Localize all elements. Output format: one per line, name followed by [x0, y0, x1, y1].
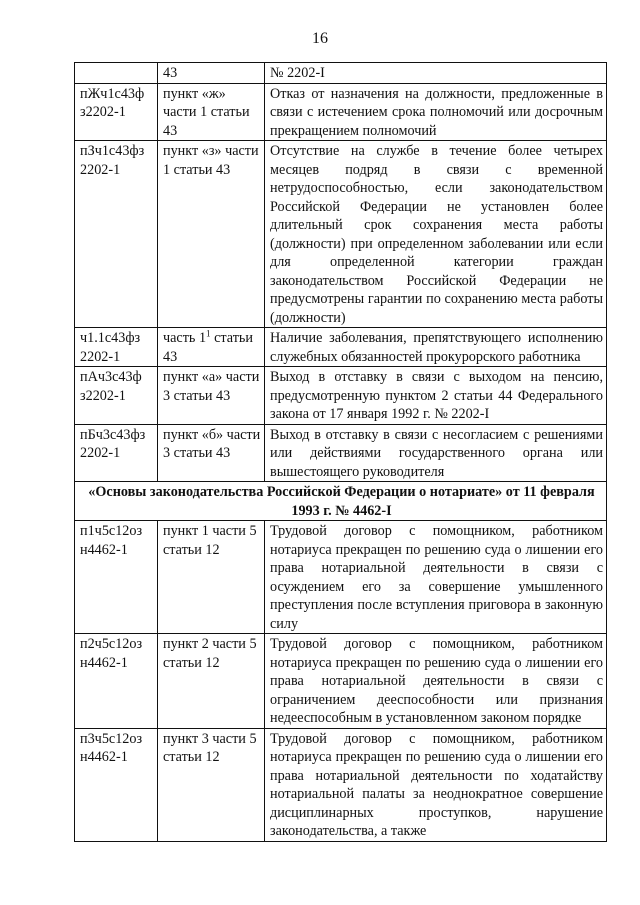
row-description: Трудовой договор с помощником, работником нотариуса прекращен по решению суда о лишении его права нотариальной деятельности в связи с ограничением дееспособности или признания недееспособным в установленном законом порядке — [265, 634, 607, 729]
row-code: ч1.1с43фз 2202-1 — [75, 328, 158, 367]
row-code: пБч3с43фз 2202-1 — [75, 424, 158, 482]
table-row — [75, 521, 607, 634]
row-reference: пункт «б» части 3 статьи 43 — [158, 424, 265, 482]
row-reference: пункт 2 части 5 статьи 12 — [158, 634, 265, 729]
row-code: пАч3с43ф з2202-1 — [75, 367, 158, 425]
document-table — [74, 62, 607, 842]
row-reference: пункт «а» части 3 статьи 43 — [158, 367, 265, 425]
row-reference — [158, 328, 265, 367]
row-code: п3ч5с12оз н4462-1 — [75, 728, 158, 841]
row-code: п2ч5с12оз н4462-1 — [75, 634, 158, 729]
section-heading: «Основы законодательства Российской Федерации о нотариате» от 11 февраля 1993 г. № 4462-I — [75, 482, 607, 521]
row-code — [75, 63, 158, 84]
reference-superscript: 1 — [206, 328, 211, 339]
table-row — [75, 328, 607, 367]
row-description: Отсутствие на службе в течение более четырех месяцев подряд в связи с временной нетрудоспособностью, если законодательством Российской Федерации не установлен более длительный срок сохранения места работы (должности) при определенном заболевании или если для определенной категории граждан законодательством Российской Федерации не предусмотрены гарантии по сохранению места работы (должности) — [265, 141, 607, 328]
row-reference: 43 — [158, 63, 265, 84]
table-row — [75, 367, 607, 425]
row-reference: пункт 3 части 5 статьи 12 — [158, 728, 265, 841]
reference-suffix: статьи 43 — [163, 330, 253, 365]
row-description: Трудовой договор с помощником, работником нотариуса прекращен по решению суда о лишении его права нотариальной деятельности в связи с осуждением его за совершение умышленного преступления после вступления приговора в законную силу — [265, 521, 607, 634]
row-reference: пункт «ж» части 1 статьи 43 — [158, 83, 265, 141]
row-description: № 2202-I — [265, 63, 607, 84]
row-description: Трудовой договор с помощником, работником нотариуса прекращен по решению суда о лишении его права нотариальной деятельности по ходатайству нотариальной палаты за неоднократное совершение дисциплинарных проступков, нарушение законодательства, а также — [265, 728, 607, 841]
reference-prefix: часть 1 — [163, 330, 207, 346]
table-row — [75, 141, 607, 328]
table-row — [75, 424, 607, 482]
section-heading-row — [75, 482, 607, 521]
page-number: 16 — [312, 30, 328, 47]
table-row — [75, 728, 607, 841]
table-row — [75, 83, 607, 141]
row-description: Выход в отставку в связи с выходом на пенсию, предусмотренную пунктом 2 статьи 44 Федерального закона от 17 января 1992 г. № 2202-I — [265, 367, 607, 425]
row-code: п1ч5с12оз н4462-1 — [75, 521, 158, 634]
table-row — [75, 634, 607, 729]
row-code: пЖч1с43ф з2202-1 — [75, 83, 158, 141]
row-reference: пункт «з» части 1 статьи 43 — [158, 141, 265, 328]
row-code: пЗч1с43фз 2202-1 — [75, 141, 158, 328]
row-reference: пункт 1 части 5 статьи 12 — [158, 521, 265, 634]
row-description: Отказ от назначения на должности, предложенные в связи с истечением срока полномочий или досрочным прекращением полномочий — [265, 83, 607, 141]
table-row — [75, 63, 607, 84]
row-description: Наличие заболевания, препятствующего исполнению служебных обязанностей прокурорского работника — [265, 328, 607, 367]
row-description: Выход в отставку в связи с несогласием с решениями или действиями государственного органа или вышестоящего руководителя — [265, 424, 607, 482]
